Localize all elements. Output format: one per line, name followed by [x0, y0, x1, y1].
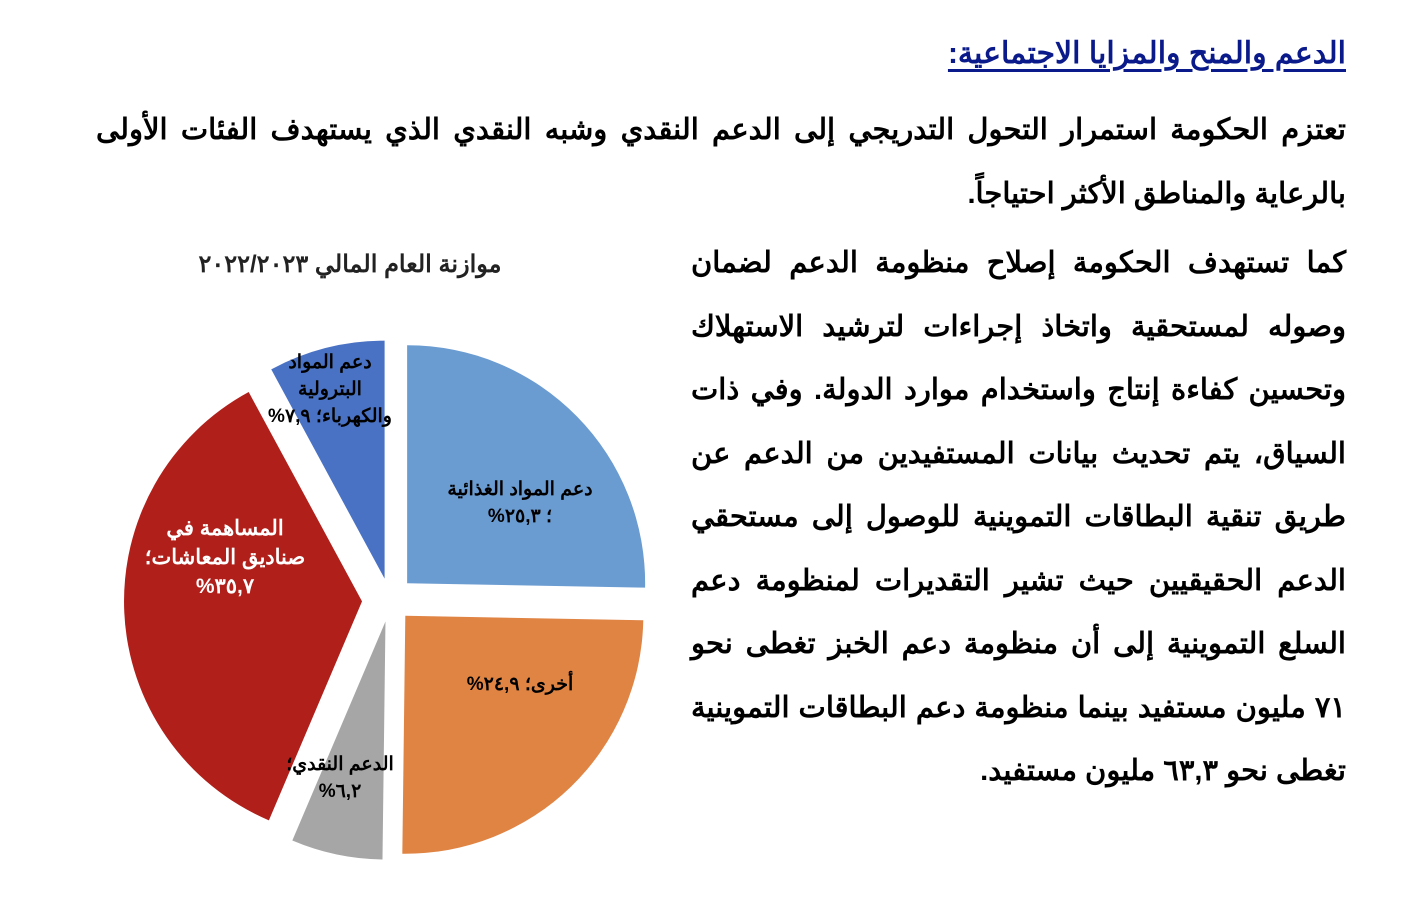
data-label-food: دعم المواد الغذائية ؛ ٢٥,٣%: [447, 479, 593, 527]
data-label-cash: الدعم النقدي؛ ٦,٢%: [286, 754, 394, 802]
pie-svg: [90, 240, 670, 880]
data-label-other: أخرى؛ ٢٤,٩%: [466, 674, 574, 695]
slice-other: [402, 616, 643, 854]
subsidies-pie-chart: [90, 240, 670, 880]
section-heading: الدعم والمنح والمزايا الاجتماعية:: [947, 37, 1346, 70]
data-label-petroleum: دعم المواد البترولية والكهرباء؛ ٧,٩%: [268, 352, 392, 427]
chart-title: موازنة العام المالي ٢٠٢٢/٢٠٢٣: [198, 251, 502, 278]
body-paragraph: كما تستهدف الحكومة إصلاح منظومة الدعم لضمان وصوله لمستحقية واتخاذ إجراءات لترشيد الاستهلاك وتحسين كفاءة إنتاج واستخدام موارد الدولة. وفي ذات السياق، يتم تحديث بيانات المستفيدين من الدعم عن طريق تنقية البطاقات التموينية للوصول إلى مستحقي الدعم الحقيقيين حيث تشير التقديرات لمنظومة دعم السلع التموينية إلى أن منظومة دعم الخبز تغطى نحو ٧١ مليون مستفيد بينما منظومة دعم البطاقات التموينية تغطى نحو ٦٣,٣ مليون مستفيد.: [691, 247, 1346, 787]
intro-paragraph: تعتزم الحكومة استمرار التحول التدريجي إلى الدعم النقدي وشبه النقدي الذي يستهدف الفئات الأولى بالرعاية والمناطق الأكثر احتياجاً.: [96, 114, 1346, 210]
data-label-pensions: المساهمة في صناديق المعاشات؛ ٣٥,٧%: [144, 517, 306, 598]
slice-food-subsidy: [407, 345, 645, 587]
